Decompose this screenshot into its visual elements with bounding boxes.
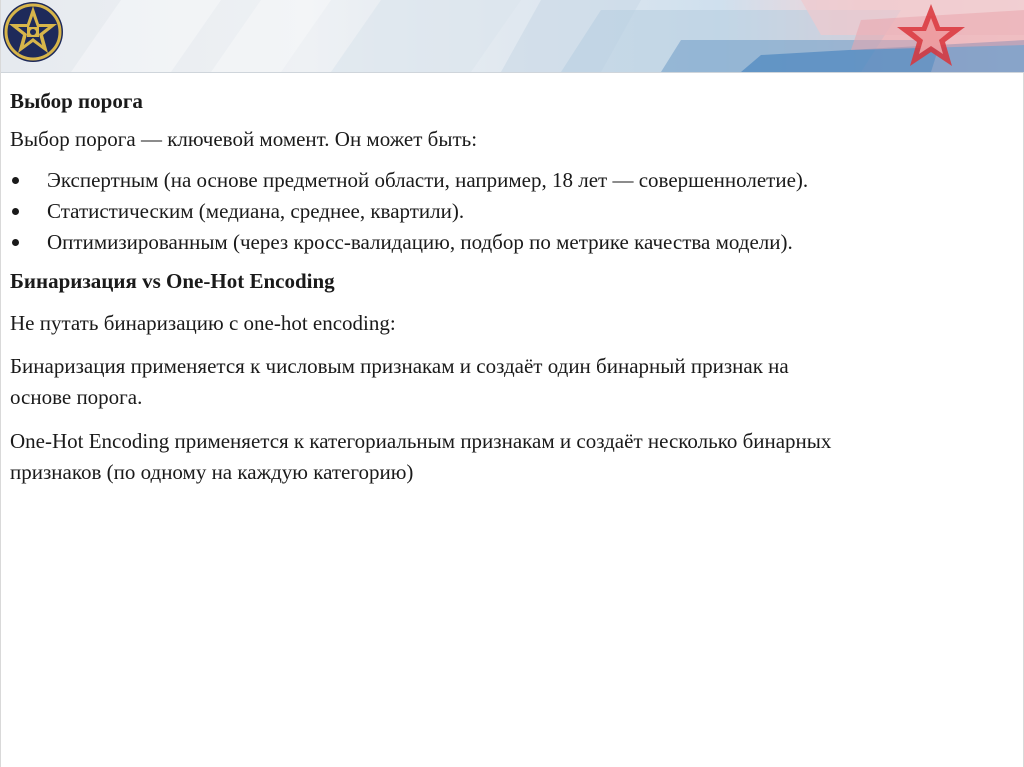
list-item [10, 165, 1015, 196]
paragraph-line: признаков (по одному на каждую категорию) [10, 460, 414, 484]
banner-decoration [1, 0, 1024, 72]
list-item-text: Статистическим (медиана, среднее, квартили). [47, 199, 465, 223]
list-item-text: Экспертным (на основе предметной области, например, 18 лет — совершеннолетие). [47, 168, 809, 192]
bullet-icon [12, 208, 19, 215]
bullet-icon [12, 177, 19, 184]
military-academy-emblem [1, 0, 65, 64]
slide-content [10, 86, 1015, 488]
list-item [10, 227, 1015, 258]
paragraph-line: One-Hot Encoding применяется к категориальным признакам и создаёт несколько бинарных [10, 429, 832, 453]
paragraph: Не путать бинаризацию с one-hot encoding: [10, 311, 396, 335]
section-heading: Бинаризация vs One-Hot Encoding [10, 269, 335, 293]
threshold-list [10, 165, 1015, 258]
paragraph-line: Бинаризация применяется к числовым признакам и создаёт один бинарный признак на [10, 354, 789, 378]
list-item-text: Оптимизированным (через кросс-валидацию, подбор по метрике качества модели). [47, 230, 793, 254]
section-heading: Выбор порога [10, 89, 143, 113]
intro-text: Выбор порога — ключевой момент. Он может быть: [10, 127, 478, 151]
bullet-icon [12, 239, 19, 246]
list-item [10, 196, 1015, 227]
paragraph-line: основе порога. [10, 385, 143, 409]
header-banner [1, 0, 1024, 73]
